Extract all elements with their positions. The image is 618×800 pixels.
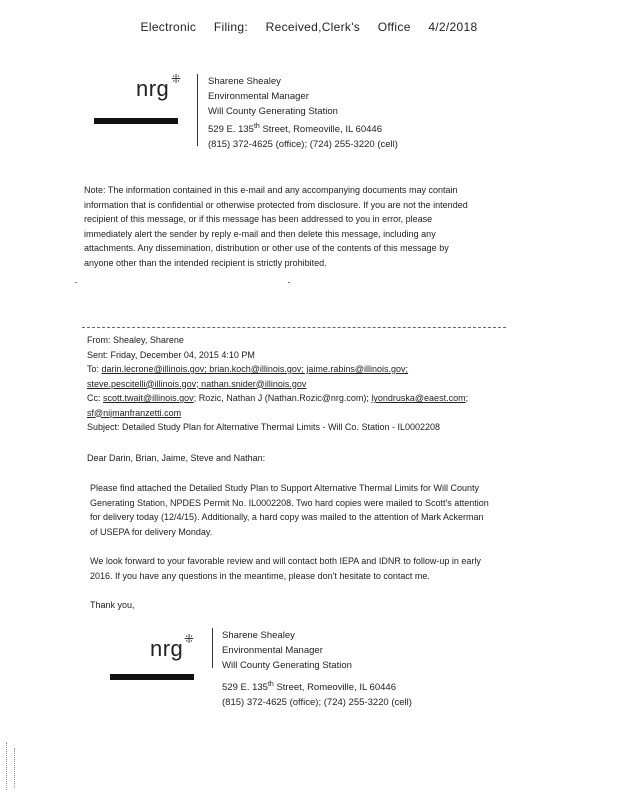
note-line: Note: The information contained in this e-mail and any accompanying documents may contain	[84, 185, 458, 195]
signature-phones: (815) 372-4625 (office); (724) 255-3220 (cell)	[208, 139, 398, 151]
note-line: recipient of this message, or if this message has been addressed to you in error, please	[84, 214, 433, 224]
nrg-logo	[136, 76, 169, 102]
to-links[interactable]: steve.pescitelli@illinois.gov; nathan.snider@illinois.gov	[87, 378, 307, 389]
signature-bottom	[222, 628, 412, 710]
paragraph-line: Please find attached the Detailed Study Plan to Support Alternative Thermal Limits for Will County	[90, 483, 480, 493]
note-line: attachments. Any dissemination, distribution or other use of the contents of this message by	[84, 243, 449, 253]
signature-phones: (815) 372-4625 (office); (724) 255-3220 (cell)	[222, 697, 412, 709]
logo-bar	[94, 118, 178, 124]
nrg-logo-bottom	[150, 636, 183, 662]
note-line: information that is confidential or otherwise protected from disclosure. If you are not the intended	[84, 199, 468, 210]
signature-title: Environmental Manager	[208, 91, 309, 102]
note-line: immediately alert the sender by reply e-mail and then delete this message, including any	[84, 228, 436, 239]
signature-address: 529 E. 135th Street, Romeoville, IL 60446	[208, 123, 382, 136]
scan-speck	[288, 282, 290, 283]
email-sent: Sent: Friday, December 04, 2015 4:10 PM	[87, 349, 255, 360]
filing-stamp-part: 4/2/2018	[428, 20, 478, 34]
cc-link[interactable]: sf@nijmanfranzetti.com	[87, 407, 182, 418]
signature-divider	[212, 628, 213, 668]
scan-speck	[75, 282, 77, 283]
paragraph-line: 2016. If you have any questions in the meantime, please don't hesitate to contact me.	[90, 570, 430, 581]
logo-bar	[110, 674, 194, 680]
logo-text: nrg	[136, 76, 170, 101]
paragraph-line: for delivery today (12/4/15). Additionally, a hard copy was mailed to the attention of Mark Ackerman	[90, 512, 484, 522]
signature-name: Sharene Shealey	[222, 630, 295, 641]
signature-org: Will County Generating Station	[208, 106, 338, 117]
filing-stamp-part: Electronic	[140, 20, 197, 34]
scan-artifact	[14, 748, 16, 788]
email-header	[87, 333, 547, 435]
email-to: To: darin.lecrone@illinois.gov; brian.koch@illinois.gov; jaime.rabins@illinois.gov;	[87, 364, 409, 374]
logo-star-icon: ⁜	[184, 632, 195, 646]
email-closing: Thank you,	[90, 600, 135, 610]
filing-stamp-part: Filing:	[213, 20, 248, 34]
cc-link[interactable]: lyondruska@eaest.com	[371, 393, 466, 403]
email-from: From: Shealey, Sharene	[87, 335, 184, 345]
signature-address: 529 E. 135th Street, Romeoville, IL 60446	[222, 681, 396, 694]
signature-org: Will County Generating Station	[222, 660, 352, 671]
filing-stamp	[0, 20, 618, 34]
cc-link[interactable]: scott.twait@illinois.gov	[103, 393, 194, 403]
scan-artifact	[6, 742, 8, 790]
email-greeting: Dear Darin, Brian, Jaime, Steve and Nathan:	[87, 453, 266, 463]
signature-top	[208, 74, 398, 152]
confidentiality-note	[84, 183, 544, 270]
filing-stamp-part: Office	[377, 20, 411, 34]
email-paragraph-1	[90, 481, 550, 539]
paragraph-line: of USEPA for delivery Monday.	[90, 526, 213, 537]
email-cc-cont	[87, 406, 547, 421]
paragraph-line: Generating Station, NPDES Permit No. IL0002208. Two hard copies were mailed to Scott's attention	[90, 497, 489, 508]
signature-divider	[197, 74, 198, 146]
email-paragraph-2	[90, 554, 550, 583]
email-subject: Subject: Detailed Study Plan for Alternative Thermal Limits - Will Co. Station - IL0002208	[87, 422, 441, 432]
signature-name: Sharene Shealey	[208, 76, 281, 87]
email-separator	[82, 327, 506, 328]
to-links[interactable]: darin.lecrone@illinois.gov; brian.koch@illinois.gov; jaime.rabins@illinois.gov;	[101, 364, 409, 374]
logo-text: nrg	[150, 636, 184, 661]
paragraph-line: We look forward to your favorable review and will contact both IEPA and IDNR to follow-up in early	[90, 556, 481, 566]
filing-stamp-part: Received,Clerk's	[265, 20, 361, 34]
note-line: anyone other than the intended recipient is strictly prohibited.	[84, 257, 327, 268]
signature-title: Environmental Manager	[222, 645, 323, 656]
email-cc: Cc: scott.twait@illinois.gov; Rozic, Nathan J (Nathan.Rozic@nrg.com); lyondruska@eaest.com;	[87, 393, 469, 403]
logo-star-icon: ⁜	[171, 72, 182, 86]
email-to-cont	[87, 377, 547, 392]
